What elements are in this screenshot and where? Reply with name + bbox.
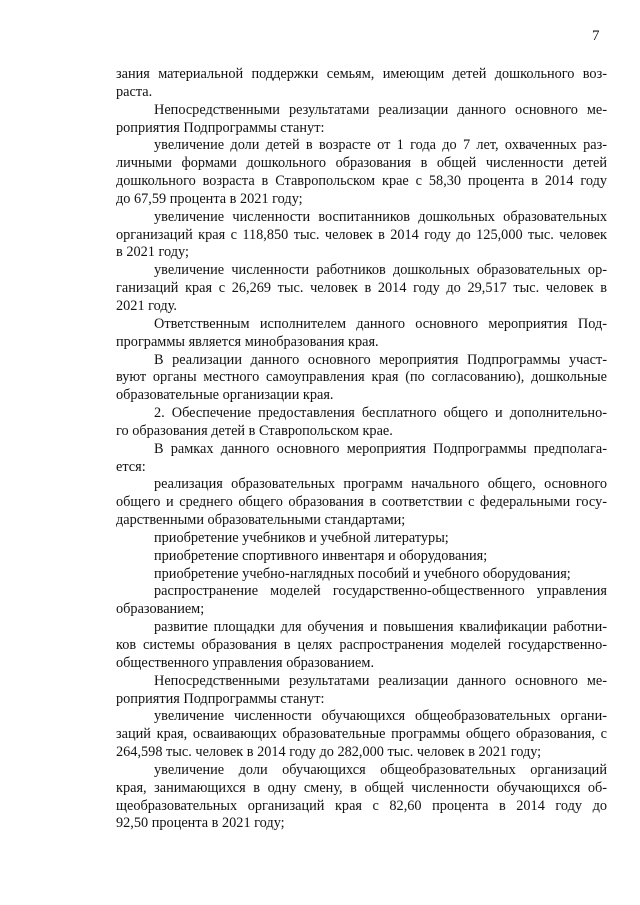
- text-line: В рамках данного основного мероприятия Подпрограммы предполага-: [154, 440, 607, 457]
- text-line: зания материальной поддержки семьям, имеющим детей дошкольного воз-: [116, 66, 607, 82]
- text-line: программы является минобразования края.: [116, 333, 379, 350]
- text-line: увеличение численности обучающихся общеобразовательных органи-: [154, 708, 607, 725]
- text-line: приобретение учебно-наглядных пособий и учебного оборудования;: [154, 565, 571, 582]
- text-line: 264,598 тыс. человек в 2014 году до 282,000 тыс. человек в 2021 году;: [116, 744, 542, 761]
- text-line: общественного управления образованием.: [116, 654, 375, 671]
- text-line: ется:: [116, 458, 146, 475]
- text-line: ганизаций края с 26,269 тыс. человек в 2014 году до 29,517 тыс. человек в: [116, 280, 607, 297]
- text-line: развитие площадки для обучения и повышения квалификации работни-: [154, 619, 607, 636]
- text-line: В реализации данного основного мероприятия Подпрограммы участ-: [154, 351, 607, 368]
- text-line: организаций края с 118,850 тыс. человек в 2014 году до 125,000 тыс. человек: [116, 226, 607, 243]
- text-line: 92,50 процента в 2021 году;: [116, 815, 285, 832]
- text-line: реализация образовательных программ начального общего, основного: [154, 476, 607, 493]
- text-line: раста.: [116, 83, 153, 100]
- text-line: края, занимающихся в одну смену, в общей численности обучающихся об-: [116, 779, 607, 796]
- text-line: увеличение численности работников дошкольных образовательных ор-: [154, 262, 607, 279]
- text-line: вуют органы местного самоуправления края (по согласованию), дошкольные: [116, 369, 607, 386]
- text-line: распространение моделей государственно-общественного управления: [154, 583, 607, 600]
- text-line: образованием;: [116, 601, 205, 618]
- text-line: увеличение доли обучающихся общеобразовательных организаций: [154, 761, 607, 778]
- text-line: Непосредственными результатами реализации данного основного ме-: [154, 101, 607, 118]
- text-line: ков системы образования в целях распространения моделей государственно-: [116, 637, 607, 653]
- document-body: [116, 66, 607, 833]
- text-line: Непосредственными результатами реализации данного основного ме-: [154, 672, 607, 689]
- text-line: щеобразовательных организаций края с 82,60 процента в 2014 году до: [116, 797, 607, 814]
- text-line: до 67,59 процента в 2021 году;: [116, 190, 303, 207]
- text-line: личными формами дошкольного образования в общей численности детей: [116, 155, 607, 172]
- text-line: го образования детей в Ставропольском крае.: [116, 422, 393, 439]
- text-line: в 2021 году;: [116, 244, 189, 261]
- page-number: 7: [592, 28, 600, 44]
- text-line: увеличение доли детей в возрасте от 1 года до 7 лет, охваченных раз-: [154, 137, 607, 154]
- text-line: увеличение численности воспитанников дошкольных образовательных: [154, 208, 607, 225]
- text-line: дошкольного возраста в Ставропольском крае с 58,30 процента в 2014 году: [116, 173, 607, 190]
- text-line: образовательные организации края.: [116, 387, 334, 404]
- text-line: Ответственным исполнителем данного основного мероприятия Под-: [154, 315, 607, 332]
- text-line: роприятия Подпрограммы станут:: [116, 690, 325, 707]
- text-line: приобретение учебников и учебной литературы;: [154, 529, 449, 546]
- text-line: приобретение спортивного инвентаря и оборудования;: [154, 547, 488, 564]
- text-line: роприятия Подпрограммы станут:: [116, 119, 325, 136]
- text-line: 2021 году.: [116, 297, 177, 314]
- text-line: заций края, осваивающих образовательные программы общего образования, с: [116, 726, 607, 743]
- text-line: 2. Обеспечение предоставления бесплатного общего и дополнительно-: [154, 405, 607, 422]
- text-line: общего и среднего общего образования в соответствии с федеральными госу-: [116, 494, 607, 511]
- text-line: дарственными образовательными стандартами;: [116, 512, 406, 529]
